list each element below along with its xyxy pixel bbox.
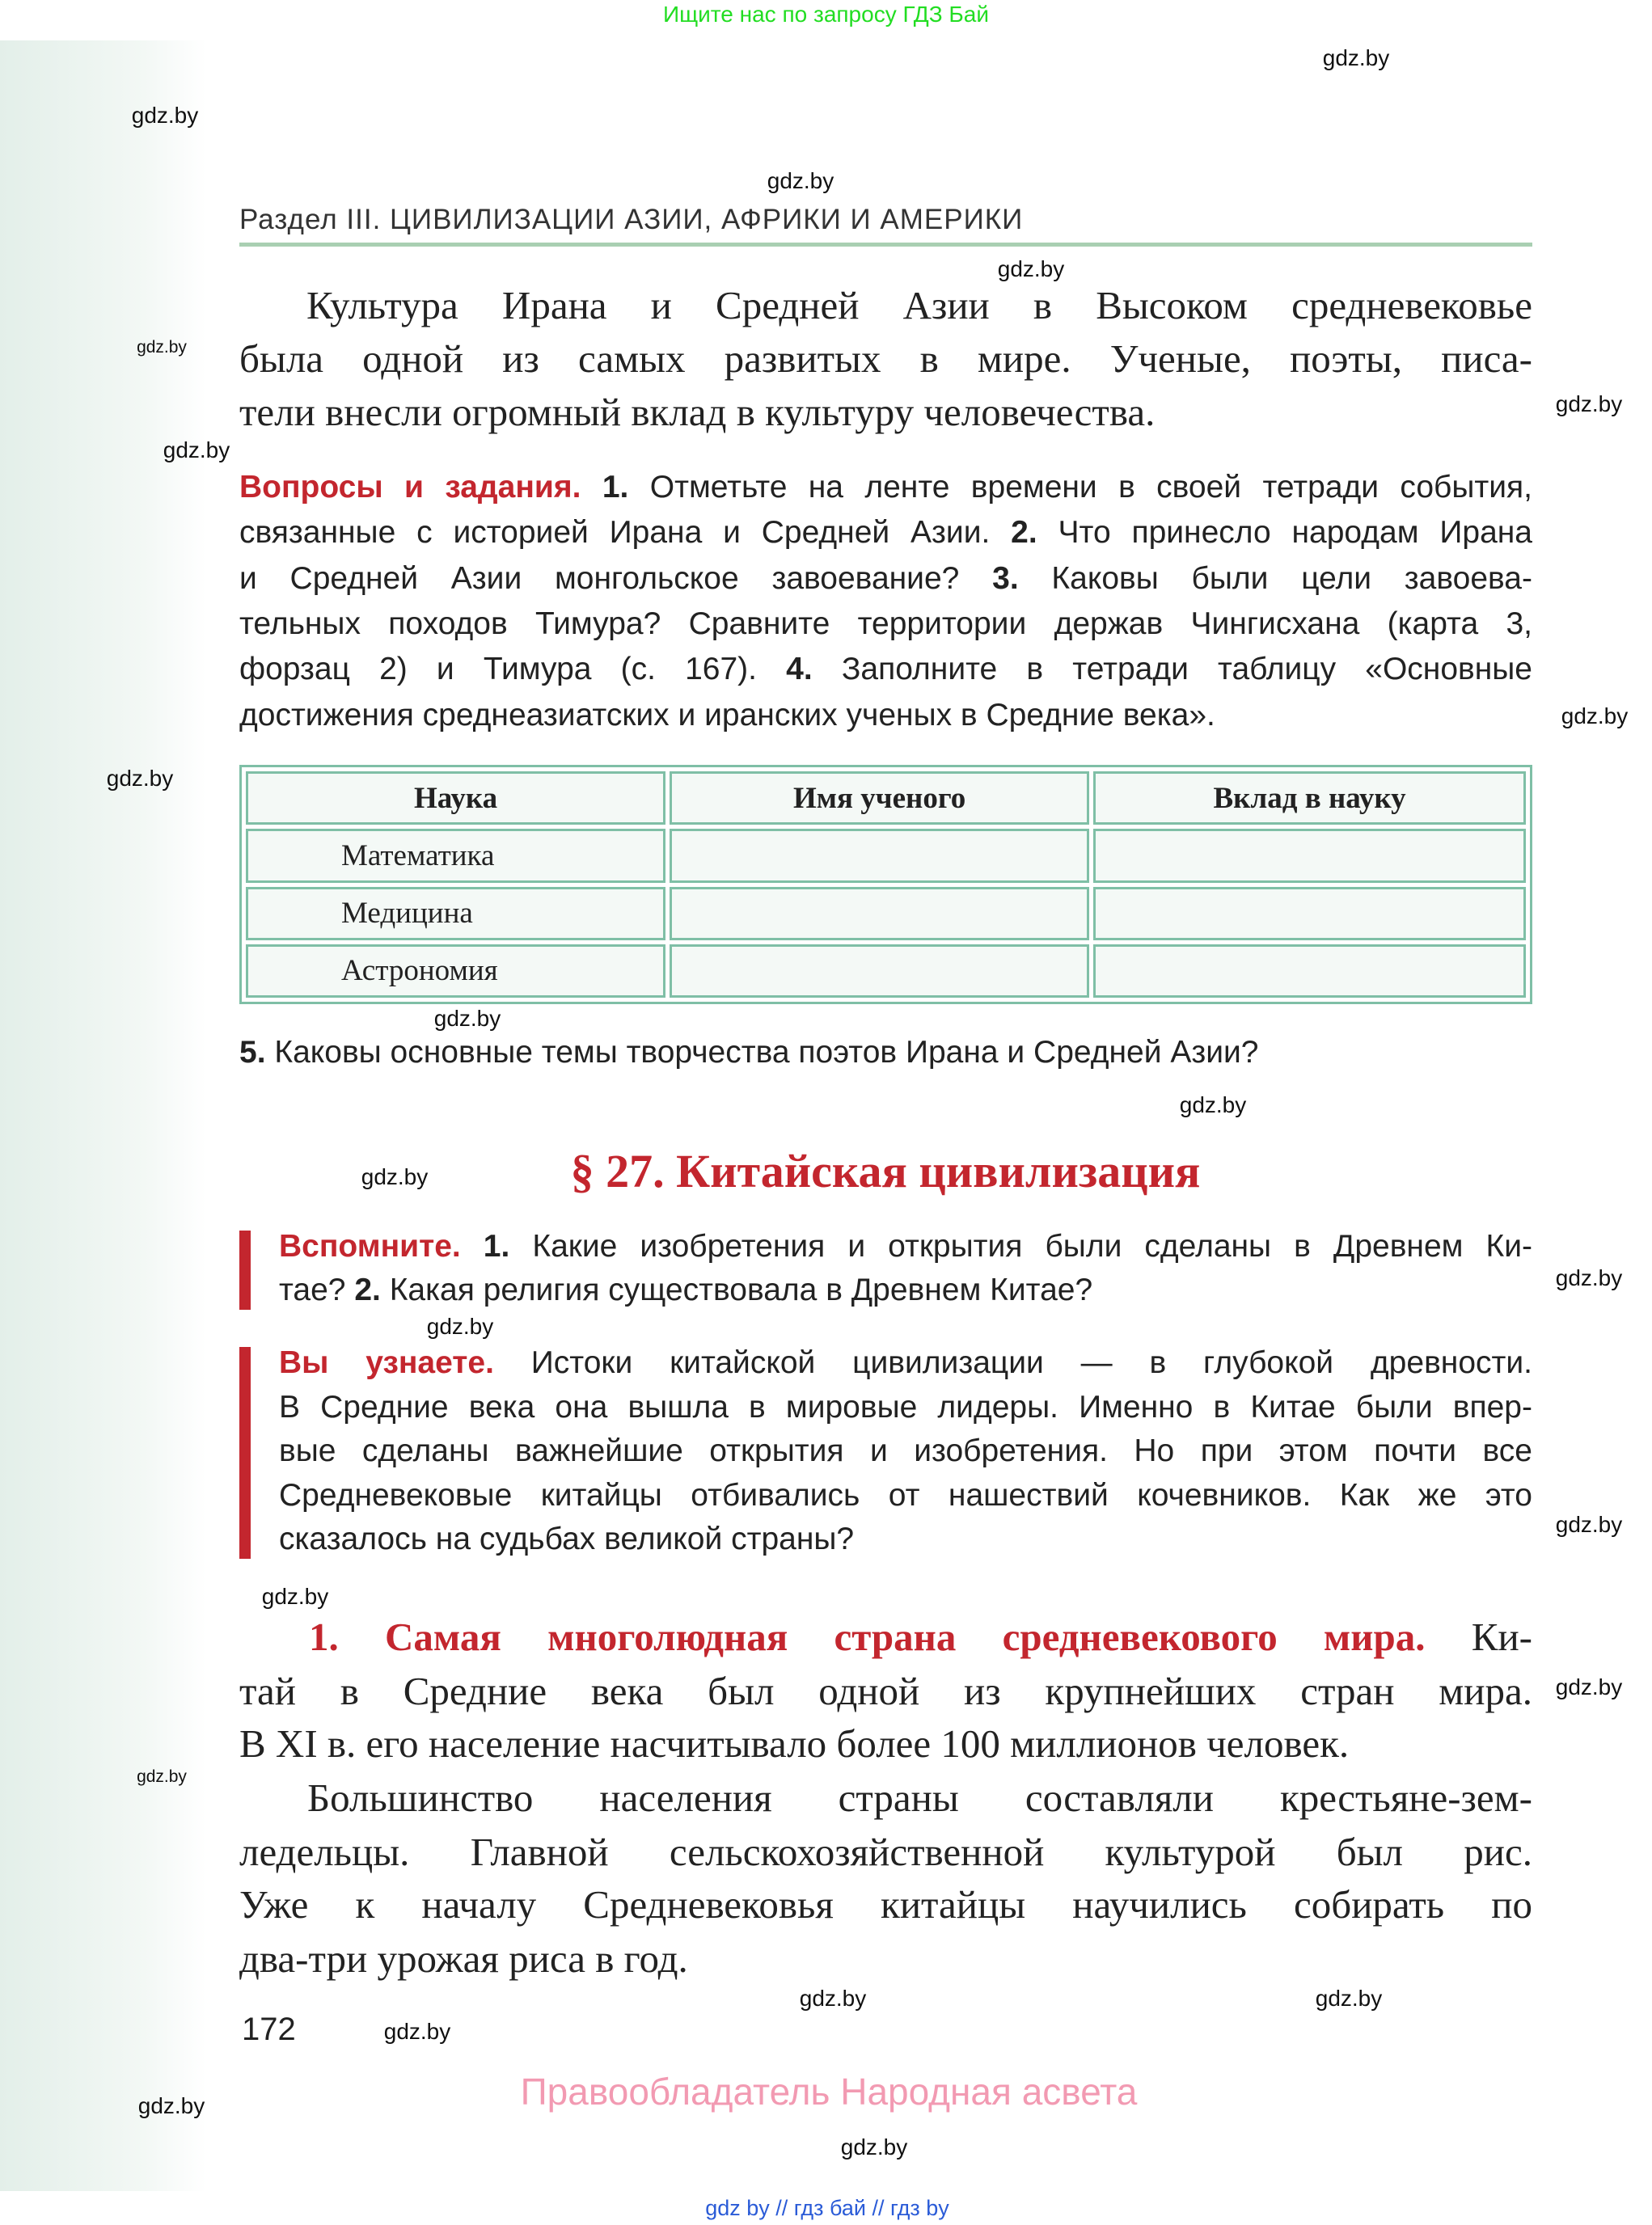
table-cell [670, 944, 1089, 998]
text-segment: достижения среднеазиатских и иранских ученых в Средние века». [239, 698, 1215, 733]
text-segment: Какие изобретения и открытия были сделаны в Древнем Ки- [509, 1229, 1532, 1264]
highlight-label: Вспомните. [279, 1229, 461, 1264]
text-line [239, 336, 1532, 382]
text-line [307, 1775, 1532, 1821]
text-line [239, 606, 1532, 642]
learn-accent-bar [239, 1347, 251, 1559]
text-segment: Что принесло народам Ирана [1037, 515, 1532, 550]
text-line [239, 1882, 1532, 1927]
text-segment: 5. [239, 1035, 266, 1070]
text-segment [461, 1229, 484, 1264]
watermark-text: gdz.by [163, 437, 230, 462]
watermark-text: gdz.by [433, 1006, 501, 1031]
text-segment: тае? [279, 1273, 355, 1307]
text-line [279, 1272, 1532, 1308]
watermark-text: gdz.by [137, 338, 187, 357]
text-segment: Культура Ирана и Средней Азии в Высоком средневековье [306, 283, 1532, 327]
bottom-links[interactable]: gdz by // гдз бай // гдз by [705, 2196, 949, 2220]
section-header: Раздел III. ЦИВИЛИЗАЦИИ АЗИИ, АФРИКИ И АМЕРИКИ [239, 204, 1024, 235]
table-cell [670, 829, 1089, 882]
watermark-text: gdz.by [997, 256, 1065, 281]
page-number: 172 [242, 2012, 296, 2047]
text-segment: два-три урожая риса в год. [239, 1936, 688, 1981]
watermark-text: gdz.by [1315, 1986, 1383, 2011]
text-line [309, 1615, 1532, 1660]
text-segment: тельных походов Тимура? Сравните территории держав Чингисхана (карта 3, [239, 606, 1532, 641]
text-line [306, 283, 1532, 328]
highlight-label: Вы узнаете. [279, 1345, 494, 1380]
text-line [279, 1345, 1532, 1381]
watermark-text: gdz.by [1555, 391, 1623, 416]
watermark-text: gdz.by [1555, 1512, 1623, 1537]
table-row [246, 887, 1526, 940]
watermark-text: gdz.by [131, 103, 199, 128]
text-segment: Средневековые китайцы отбивались от нашествий кочевников. Как же это [279, 1478, 1532, 1513]
table-cell: Медицина [246, 887, 665, 940]
watermark-text: gdz.by [426, 1314, 494, 1339]
text-line [239, 1034, 1532, 1070]
watermark-text: gdz.by [1555, 1674, 1623, 1699]
text-segment: тай в Средние века был одной из крупнейших стран мира. [239, 1669, 1532, 1713]
text-line [239, 697, 1532, 733]
text-segment: 1. [483, 1229, 510, 1264]
table-cell: Математика [246, 829, 665, 882]
table-cell: Астрономия [246, 944, 665, 998]
text-segment [581, 470, 602, 505]
text-line [239, 390, 1532, 435]
text-segment: тели внесли огромный вклад в культуру человечества. [239, 390, 1156, 434]
watermark-text: gdz.by [1322, 45, 1390, 70]
text-line [239, 1936, 1532, 1982]
watermark-text: gdz.by [137, 1767, 187, 1786]
text-segment: была одной из самых развитых в мире. Ученые, поэты, писа- [239, 336, 1532, 381]
text-segment: Большинство населения страны составляли крестьяне-зем- [307, 1775, 1532, 1820]
text-line [239, 1830, 1532, 1875]
text-line [279, 1228, 1532, 1264]
text-segment: Уже к началу Средневековья китайцы научились собирать по [239, 1882, 1532, 1927]
text-segment: 1. [602, 470, 629, 505]
watermark-text: gdz.by [137, 2093, 205, 2118]
text-segment: 3. [992, 561, 1019, 596]
text-line [279, 1477, 1532, 1514]
text-line [239, 1669, 1532, 1714]
text-segment: Каковы основные темы творчества поэтов Ирана и Средней Азии? [265, 1035, 1259, 1070]
text-segment: и Средней Азии монгольское завоевание? [239, 561, 993, 596]
text-segment: Каковы были цели завоева- [1018, 561, 1532, 596]
table-row [246, 829, 1526, 882]
text-line [239, 1721, 1532, 1767]
highlight-label: Вопросы и задания. [239, 470, 581, 505]
text-line [239, 469, 1532, 505]
search-banner[interactable]: Ищите нас по запросу ГДЗ Бай [662, 2, 990, 27]
page-margin-strip [0, 40, 206, 2191]
text-segment: ледельцы. Главной сельскохозяйственной культурой был рис. [239, 1830, 1532, 1874]
text-segment: В Средние века она вышла в мировые лидеры. Именно в Китае были впер- [279, 1390, 1532, 1425]
text-segment: Истоки китайской цивилизации — в глубокой древности. [493, 1345, 1532, 1380]
table-cell [1093, 887, 1526, 940]
watermark-text: gdz.by [361, 1164, 429, 1189]
watermark-text: gdz.by [799, 1986, 867, 2011]
text-segment: 2. [354, 1273, 381, 1307]
watermark-text: gdz.by [1555, 1265, 1623, 1290]
header-divider [239, 243, 1532, 247]
text-segment: В XI в. его население насчитывало более 100 миллионов человек. [239, 1721, 1350, 1766]
watermark-text: gdz.by [106, 766, 174, 791]
text-segment: Ки- [1425, 1615, 1532, 1659]
table-cell [1093, 829, 1526, 882]
table-cell [1093, 944, 1526, 998]
text-segment: Заполните в тетради таблицу «Основные [812, 652, 1532, 686]
section-title: § 27. Китайская цивилизация [570, 1145, 1201, 1197]
table-header-cell: Имя ученого [670, 771, 1089, 825]
table-row [246, 944, 1526, 998]
text-line [279, 1433, 1532, 1469]
text-line [239, 514, 1532, 551]
text-line [239, 651, 1532, 687]
watermark-text: gdz.by [383, 2019, 451, 2044]
watermark-text: gdz.by [1561, 703, 1629, 728]
table-header-cell: Вклад в науку [1093, 771, 1526, 825]
text-segment: форзац 2) и Тимура (с. 167). [239, 652, 787, 686]
text-segment: сказалось на судьбах великой страны? [279, 1522, 855, 1556]
text-segment: 4. [786, 652, 813, 686]
table-header-row [246, 771, 1526, 825]
text-line [279, 1521, 1532, 1557]
highlight-label: 1. Самая многолюдная страна средневекового мира. [309, 1615, 1426, 1659]
table-cell [670, 887, 1089, 940]
science-table [239, 765, 1532, 1004]
watermark-text: gdz.by [261, 1584, 329, 1609]
watermark-text: gdz.by [1179, 1092, 1247, 1117]
text-line [279, 1389, 1532, 1425]
text-segment: Отметьте на ленте времени в своей тетради события, [628, 470, 1533, 505]
text-segment: вые сделаны важнейшие открытия и изобретения. Но при этом почти все [279, 1433, 1532, 1468]
remember-accent-bar [239, 1231, 251, 1310]
text-segment: связанные с историей Ирана и Средней Азии. [239, 515, 1012, 550]
text-segment: 2. [1011, 515, 1037, 550]
copyright-footer: Правообладатель Народная асвета [520, 2071, 1138, 2113]
watermark-text: gdz.by [840, 2134, 908, 2160]
table-header-cell: Наука [246, 771, 665, 825]
watermark-text: gdz.by [767, 168, 834, 193]
text-segment: Какая религия существовала в Древнем Китае? [380, 1273, 1093, 1307]
text-line [239, 560, 1532, 597]
